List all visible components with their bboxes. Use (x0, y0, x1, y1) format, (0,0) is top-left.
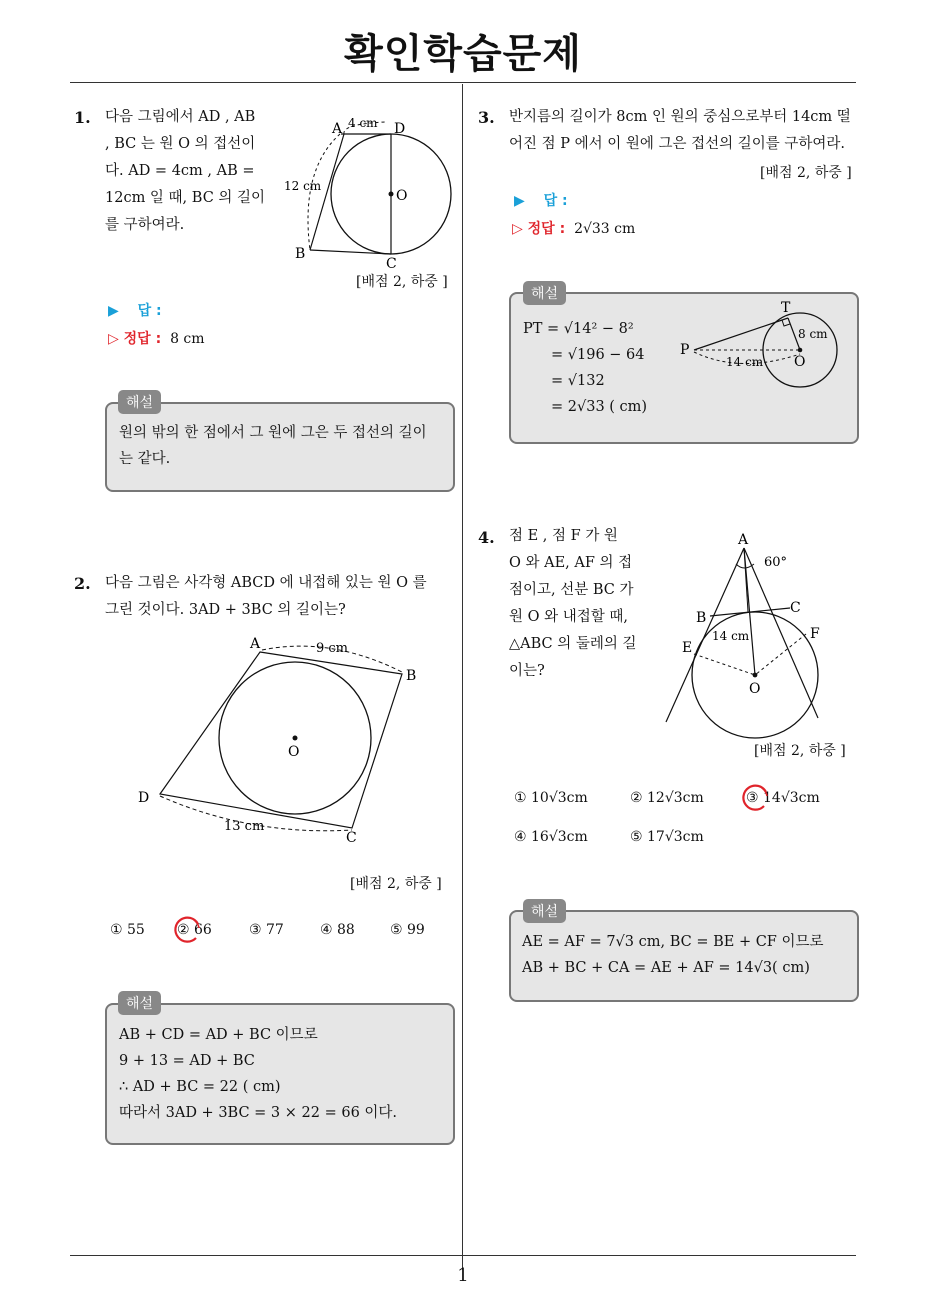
q1-line: 다. AD = 4cm , AB = (105, 163, 255, 179)
choice-1[interactable]: ① 55 (110, 922, 145, 938)
triangle-right-icon: ▶ (108, 303, 119, 319)
q4-label-b: B (696, 610, 707, 626)
q4-number: 4. (478, 528, 495, 547)
q1-length-ab: 12 cm (284, 179, 322, 193)
q2-label-o: O (288, 744, 300, 760)
triangle-right-icon: ▶ (514, 193, 525, 209)
q1-line: , BC 는 원 O 의 접선이 (105, 136, 256, 152)
q1-label-c: C (386, 256, 397, 272)
q1-line: 다음 그림에서 AD , AB (105, 109, 256, 125)
q1-line: 12cm 일 때, BC 의 길이 (105, 190, 266, 206)
q3-line: 반지름의 길이가 8cm 인 원의 중심으로부터 14cm 떨 (509, 109, 851, 125)
q4-line: 점 E , 점 F 가 원 (509, 528, 618, 544)
q1-explanation-line: 는 같다. (119, 451, 171, 467)
q3-length-to: 8 cm (798, 327, 828, 341)
q3-text (509, 104, 869, 158)
q4-explanation-line: AB + BC + CA = AE + AF = 14√3( cm) (522, 960, 810, 976)
q1-correct-row (108, 328, 205, 348)
q4-label-o: O (749, 681, 761, 697)
q3-answer-label: 답 : (543, 193, 568, 209)
q3-correct-label: 정답 : (527, 221, 566, 237)
q1-label-b: B (295, 246, 306, 262)
selected-choice-circle-icon (740, 784, 770, 814)
q1-answer-row (108, 300, 162, 320)
choice-3[interactable]: ③ 14√3cm (746, 790, 820, 806)
q3-score: [배점 2, 하중 ] (760, 165, 852, 181)
q1-correct-value: 8 cm (170, 331, 205, 347)
q1-number: 1. (74, 108, 91, 127)
q3-label-p: P (680, 342, 690, 358)
q1-explanation-line: 원의 밖의 한 점에서 그 원에 그은 두 접선의 길이 (119, 425, 427, 441)
q2-explanation-line: 9 + 13 = AD + BC (119, 1053, 255, 1069)
q4-line: O 와 AE, AF 의 접 (509, 555, 633, 571)
q4-line: 원 O 와 내접할 때, (509, 609, 628, 625)
triangle-outline-icon: ▷ (512, 221, 523, 237)
q3-answer-row (514, 190, 568, 210)
q2-explanation-line: 따라서 3AD + 3BC = 3 × 22 = 66 이다. (119, 1105, 398, 1121)
choice-5[interactable]: ⑤ 99 (390, 922, 425, 938)
q1-label-d: D (394, 121, 406, 137)
q2-line: 그린 것이다. 3AD + 3BC 의 길이는? (105, 602, 346, 618)
q1-line: 를 구하여라. (105, 217, 185, 233)
q4-length-ao: 14 cm (712, 629, 750, 643)
q3-number: 3. (478, 108, 495, 127)
q3-correct-row (512, 218, 635, 238)
q4-angle-label: 60° (764, 555, 788, 570)
q2-score: [배점 2, 하중 ] (350, 876, 442, 892)
q3-label-o: O (794, 354, 806, 370)
choice-2[interactable]: ② 12√3cm (630, 790, 704, 806)
q1-answer-label: 답 : (137, 303, 162, 319)
q3-correct-value: 2√33 cm (574, 221, 636, 237)
q3-explanation (523, 316, 693, 420)
q2-figure (130, 630, 430, 850)
q2-label-c: C (346, 830, 357, 846)
q4-explanation-tag: 해설 (523, 899, 566, 923)
q1-length-ad: 4 cm (348, 116, 378, 130)
choice-1[interactable]: ① 10√3cm (514, 790, 588, 806)
q2-length-ab: 9 cm (316, 641, 349, 656)
q4-explanation (522, 929, 852, 981)
q1-label-a: A (332, 121, 343, 137)
q3-explanation-line: = 2√33 ( cm) (551, 399, 648, 415)
q3-figure (680, 298, 850, 388)
q4-choices (514, 790, 854, 852)
q1-correct-label: 정답 : (123, 331, 162, 347)
q4-label-f: F (810, 626, 820, 642)
q2-label-d: D (138, 790, 150, 806)
page-number: 1 (457, 1265, 469, 1286)
q1-label-o: O (396, 188, 408, 204)
q2-number: 2. (74, 574, 91, 593)
q4-line: 점이고, 선분 BC 가 (509, 582, 634, 598)
q1-score: [배점 2, 하중 ] (356, 274, 448, 290)
q2-label-b: B (406, 668, 417, 684)
selected-choice-circle-icon (172, 916, 202, 946)
q4-score: [배점 2, 하중 ] (754, 743, 846, 759)
q3-length-po: 14 cm (726, 355, 764, 369)
q1-explanation (119, 420, 449, 472)
choice-5[interactable]: ⑤ 17√3cm (630, 829, 704, 845)
q2-explanation (119, 1022, 449, 1126)
q2-explanation-tag: 해설 (118, 991, 161, 1015)
q2-line: 다음 그림은 사각형 ABCD 에 내접해 있는 원 O 를 (105, 575, 427, 591)
page-title: 확인학습문제 (344, 31, 582, 77)
q1-figure (280, 110, 460, 270)
q4-line: 이는? (509, 663, 545, 679)
q2-choices (110, 922, 450, 944)
choice-4[interactable]: ④ 16√3cm (514, 829, 588, 845)
column-divider (462, 84, 463, 1270)
q4-label-e: E (682, 640, 693, 656)
q3-line: 어진 점 P 에서 이 원에 그은 접선의 길이를 구하여라. (509, 136, 845, 152)
choice-3[interactable]: ③ 77 (249, 922, 284, 938)
q4-text (509, 523, 651, 685)
q2-explanation-line: AB + CD = AD + BC 이므로 (119, 1027, 318, 1043)
q2-explanation-line: ∴ AD + BC = 22 ( cm) (119, 1079, 281, 1095)
q4-label-c: C (790, 600, 801, 616)
triangle-outline-icon: ▷ (108, 331, 119, 347)
q2-length-dc: 13 cm (224, 819, 265, 834)
q1-text (105, 104, 270, 239)
q4-line: △ABC 의 둘레의 길 (509, 636, 637, 652)
q2-text (105, 570, 460, 624)
q2-label-a: A (250, 636, 261, 652)
q3-explanation-line: = √196 − 64 (551, 347, 645, 363)
q1-explanation-tag: 해설 (118, 390, 161, 414)
q4-label-a: A (738, 532, 749, 548)
q3-explanation-line: = √132 (551, 373, 605, 389)
q3-explanation-line: PT = √14² − 8² (523, 321, 634, 337)
choice-2[interactable]: ② 66 (177, 922, 212, 938)
q3-explanation-tag: 해설 (523, 281, 566, 305)
header-divider (70, 82, 856, 83)
q4-explanation-line: AE = AF = 7√3 cm, BC = BE + CF 이므로 (522, 934, 824, 950)
footer-divider (70, 1255, 856, 1256)
q3-label-t: T (781, 300, 791, 316)
choice-4[interactable]: ④ 88 (320, 922, 355, 938)
q4-figure (660, 530, 850, 742)
